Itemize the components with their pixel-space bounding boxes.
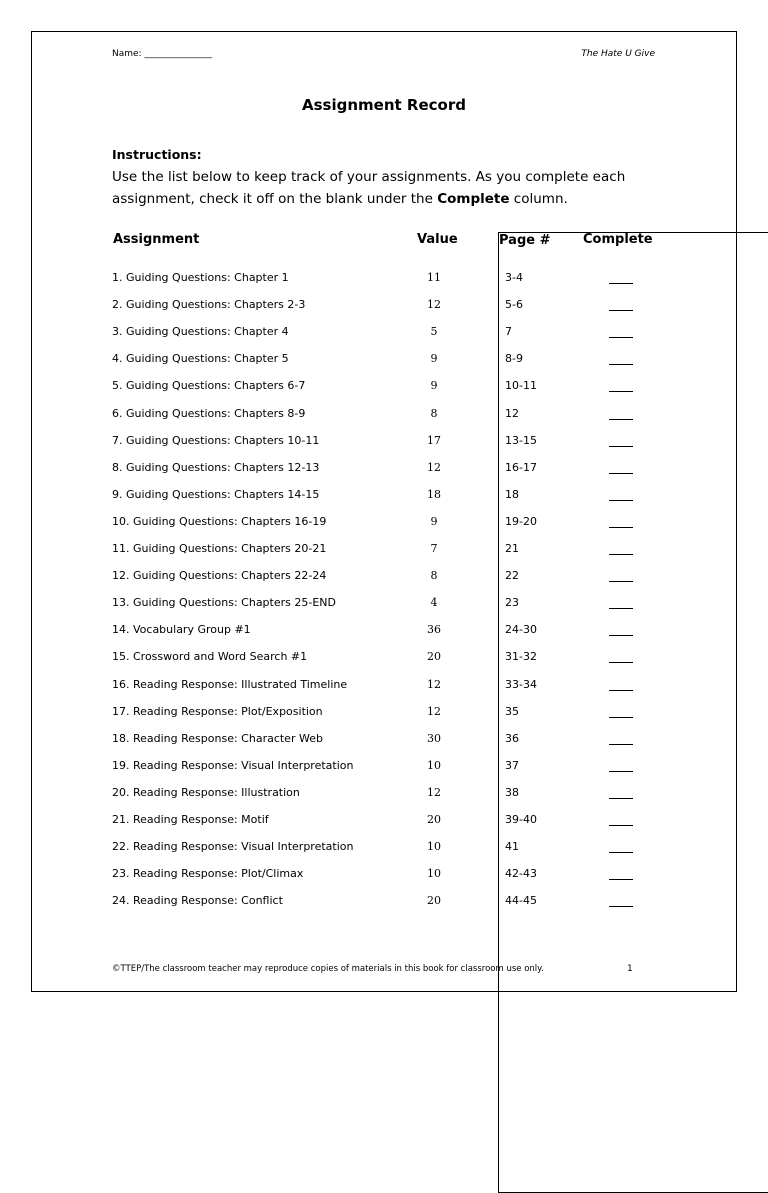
instructions-bold-word: Complete bbox=[437, 191, 510, 207]
assignment-name: 17. Reading Response: Plot/Exposition bbox=[112, 704, 323, 718]
assignment-page: 31-32 bbox=[505, 650, 537, 664]
complete-blank[interactable] bbox=[609, 906, 633, 907]
assignment-page: 44-45 bbox=[505, 894, 537, 908]
assignment-page: 33-34 bbox=[505, 677, 537, 691]
assignment-name: 5. Guiding Questions: Chapters 6-7 bbox=[112, 379, 306, 393]
assignment-page: 7 bbox=[505, 325, 512, 339]
assignment-name: 3. Guiding Questions: Chapter 4 bbox=[112, 325, 289, 339]
header-value: Value bbox=[417, 232, 458, 247]
table-row bbox=[0, 894, 768, 921]
complete-blank[interactable] bbox=[609, 391, 633, 392]
header-assignment: Assignment bbox=[113, 232, 200, 247]
complete-blank[interactable] bbox=[609, 879, 633, 880]
assignment-name: 23. Reading Response: Plot/Climax bbox=[112, 867, 304, 881]
assignment-page: 37 bbox=[505, 758, 519, 772]
instructions-text-end: column. bbox=[509, 191, 568, 207]
complete-blank[interactable] bbox=[609, 798, 633, 799]
assignment-name: 1. Guiding Questions: Chapter 1 bbox=[112, 271, 289, 284]
table-row bbox=[0, 515, 768, 542]
assignment-name: 14. Vocabulary Group #1 bbox=[112, 623, 251, 637]
complete-blank[interactable] bbox=[609, 527, 633, 528]
complete-blank[interactable] bbox=[609, 283, 633, 284]
assignment-page: 36 bbox=[505, 731, 519, 745]
assignment-name: 11. Guiding Questions: Chapters 20-21 bbox=[112, 542, 327, 555]
assignment-value: 10 bbox=[427, 840, 441, 854]
assignment-value: 12 bbox=[427, 677, 441, 691]
copyright-footer: ©TTEP/The classroom teacher may reproduce copies of materials in this book for classroom use only. bbox=[112, 964, 544, 974]
assignment-name: 24. Reading Response: Conflict bbox=[112, 894, 283, 908]
table-row bbox=[0, 325, 768, 352]
assignment-page: 23 bbox=[505, 596, 519, 610]
assignment-page: 41 bbox=[505, 840, 519, 854]
assignment-value: 20 bbox=[427, 894, 441, 908]
assignment-page: 8-9 bbox=[505, 352, 523, 366]
assignment-name: 9. Guiding Questions: Chapters 14-15 bbox=[112, 487, 320, 501]
assignment-value: 10 bbox=[427, 867, 441, 881]
complete-blank[interactable] bbox=[609, 825, 633, 826]
assignment-value: 30 bbox=[427, 731, 441, 745]
complete-blank[interactable] bbox=[609, 500, 633, 501]
complete-blank[interactable] bbox=[609, 554, 633, 555]
instructions-heading: Instructions: bbox=[112, 147, 202, 162]
complete-blank[interactable] bbox=[609, 310, 633, 311]
assignment-name: 2. Guiding Questions: Chapters 2-3 bbox=[112, 298, 306, 312]
assignment-name: 20. Reading Response: Illustration bbox=[112, 785, 300, 799]
instructions-text-start: Use the list below to keep track of your assignments. As you complete each assignment, check it off on the blank under the bbox=[112, 169, 626, 207]
table-row bbox=[0, 461, 768, 488]
complete-blank[interactable] bbox=[609, 419, 633, 420]
table-row bbox=[0, 623, 768, 650]
assignment-value: 11 bbox=[427, 271, 441, 284]
table-row bbox=[0, 407, 768, 434]
header-page: Page # bbox=[498, 232, 768, 1193]
instructions-text bbox=[112, 166, 672, 210]
assignment-page: 19-20 bbox=[505, 514, 537, 528]
complete-blank[interactable] bbox=[609, 690, 633, 691]
assignment-value: 7 bbox=[430, 542, 438, 555]
assignment-name: 7. Guiding Questions: Chapters 10-11 bbox=[112, 433, 320, 447]
assignment-value: 8 bbox=[430, 406, 438, 420]
assignment-page: 10-11 bbox=[505, 379, 537, 393]
complete-blank[interactable] bbox=[609, 364, 633, 365]
complete-blank[interactable] bbox=[609, 771, 633, 772]
assignment-name: 10. Guiding Questions: Chapters 16-19 bbox=[112, 514, 327, 528]
assignment-page: 22 bbox=[505, 569, 519, 583]
assignment-value: 9 bbox=[430, 379, 438, 393]
table-row bbox=[0, 298, 768, 325]
complete-blank[interactable] bbox=[609, 581, 633, 582]
assignment-name: 15. Crossword and Word Search #1 bbox=[112, 650, 308, 664]
table-row bbox=[0, 678, 768, 705]
assignment-value: 12 bbox=[427, 704, 441, 718]
assignment-name: 8. Guiding Questions: Chapters 12-13 bbox=[112, 460, 320, 474]
assignment-page: 16-17 bbox=[505, 460, 537, 474]
assignment-value: 20 bbox=[427, 650, 441, 664]
complete-blank[interactable] bbox=[609, 662, 633, 663]
assignment-page: 38 bbox=[505, 785, 519, 799]
assignment-page: 35 bbox=[505, 704, 519, 718]
page-number: 1 bbox=[627, 964, 633, 974]
assignment-name: 12. Guiding Questions: Chapters 22-24 bbox=[112, 569, 327, 583]
assignment-name: 4. Guiding Questions: Chapter 5 bbox=[112, 352, 289, 366]
assignment-name: 18. Reading Response: Character Web bbox=[112, 731, 323, 745]
assignment-name: 13. Guiding Questions: Chapters 25-END bbox=[112, 596, 336, 610]
complete-blank[interactable] bbox=[609, 446, 633, 447]
book-title: The Hate U Give bbox=[581, 49, 655, 59]
header-complete: Complete bbox=[583, 232, 653, 247]
complete-blank[interactable] bbox=[609, 473, 633, 474]
complete-blank[interactable] bbox=[609, 717, 633, 718]
assignment-page: 39-40 bbox=[505, 813, 537, 826]
table-row bbox=[0, 352, 768, 379]
assignment-value: 8 bbox=[430, 569, 438, 583]
table-row bbox=[0, 732, 768, 759]
assignment-name: 16. Reading Response: Illustrated Timeline bbox=[112, 677, 348, 691]
assignment-value: 12 bbox=[427, 298, 441, 312]
assignment-page: 18 bbox=[505, 487, 519, 501]
assignment-value: 10 bbox=[427, 758, 441, 772]
table-row bbox=[0, 569, 768, 596]
assignment-page: 5-6 bbox=[505, 298, 523, 312]
table-row bbox=[0, 379, 768, 406]
assignment-value: 9 bbox=[430, 352, 438, 366]
assignment-value: 20 bbox=[427, 813, 441, 826]
assignment-name: 22. Reading Response: Visual Interpretation bbox=[112, 840, 354, 854]
assignment-value: 36 bbox=[427, 623, 441, 637]
assignment-value: 9 bbox=[430, 514, 438, 528]
complete-blank[interactable] bbox=[609, 337, 633, 338]
name-field-label: Name: _______________ bbox=[112, 49, 212, 59]
table-row bbox=[0, 542, 768, 569]
complete-blank[interactable] bbox=[609, 852, 633, 853]
complete-blank[interactable] bbox=[609, 635, 633, 636]
assignment-page: 42-43 bbox=[505, 867, 537, 881]
assignment-value: 4 bbox=[430, 596, 438, 610]
assignment-value: 12 bbox=[427, 785, 441, 799]
assignment-name: 19. Reading Response: Visual Interpretation bbox=[112, 758, 354, 772]
assignment-page: 13-15 bbox=[505, 433, 537, 447]
table-row bbox=[0, 867, 768, 894]
assignment-value: 18 bbox=[427, 487, 441, 501]
table-row bbox=[0, 786, 768, 813]
table-row bbox=[0, 434, 768, 461]
table-row bbox=[0, 813, 768, 840]
table-row bbox=[0, 650, 768, 677]
assignment-name: 6. Guiding Questions: Chapters 8-9 bbox=[112, 406, 306, 420]
table-row bbox=[0, 759, 768, 786]
assignment-page: 21 bbox=[505, 542, 519, 555]
table-row bbox=[0, 705, 768, 732]
assignment-name: 21. Reading Response: Motif bbox=[112, 813, 269, 826]
complete-blank[interactable] bbox=[609, 608, 633, 609]
assignment-page: 12 bbox=[505, 406, 519, 420]
page-title: Assignment Record bbox=[302, 96, 466, 114]
assignment-value: 12 bbox=[427, 460, 441, 474]
table-row bbox=[0, 596, 768, 623]
complete-blank[interactable] bbox=[609, 744, 633, 745]
table-row bbox=[0, 840, 768, 867]
table-row bbox=[0, 271, 768, 298]
assignment-value: 17 bbox=[427, 433, 441, 447]
assignment-page: 3-4 bbox=[505, 271, 523, 284]
table-row bbox=[0, 488, 768, 515]
assignment-page: 24-30 bbox=[505, 623, 537, 637]
assignment-value: 5 bbox=[430, 325, 438, 339]
